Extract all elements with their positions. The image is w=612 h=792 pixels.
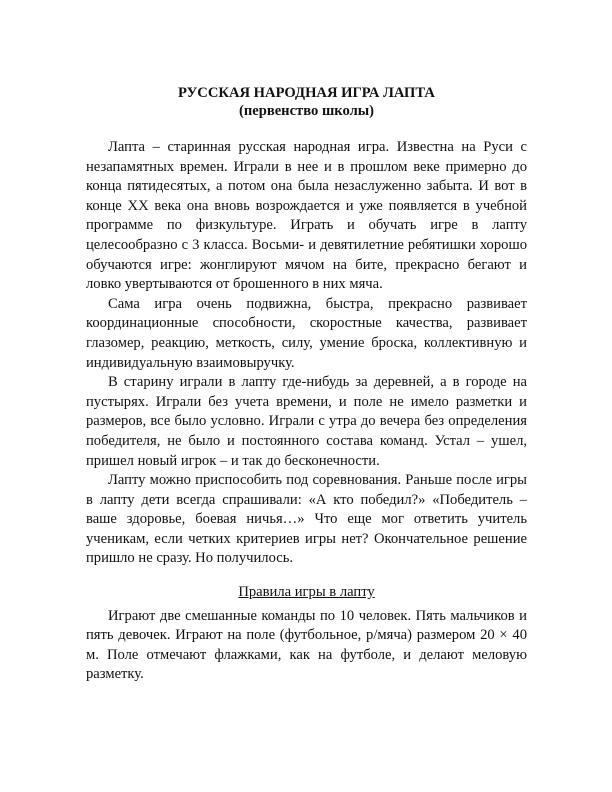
document-subtitle: (первенство школы)	[238, 103, 375, 119]
paragraph-qualities: Сама игра очень подвижна, быстра, прекрасно развивает координационные способности, скоростные качества, развивает глазомер, реакцию, меткость, силу, умение броска, коллективную и индивидуальную взаимовыручку.	[86, 295, 527, 371]
document-title: РУССКАЯ НАРОДНАЯ ИГРА ЛАПТА	[178, 85, 435, 101]
paragraph-history: В старину играли в лапту где-нибудь за деревней, а в городе на пустырях. Играли без учета времени, и поле не имело разметки и размеров, все было условно. Играли с утра до вечера без определения победителя, не было и постоянного состава команд. Устал – ушел, пришел новый игрок – и так до бесконечности.	[86, 374, 527, 469]
paragraph-rules: Играют две смешанные команды по 10 человек. Пять мальчиков и пять девочек. Играют на поле (футбольное, р/мяча) размером 20 × 40 м. Поле отмечают флажками, как на футболе, и делают меловую разметку.	[86, 607, 527, 683]
document-page	[86, 84, 527, 685]
paragraph-intro: Лапта – старинная русская народная игра. Известна на Руси с незапамятных времен. Играли в нее и в прошлом веке примерно до конца пятидесятых, а потом она была незаслуженно забыта. И вот в конце XX века она вновь возрождается и уже появляется в учебной программе по физкультуре. Играть и обучать игре в лапту целесообразно с 3 класса. Восьми- и девятилетние ребятишки хорошо обучаются игре: жонглируют мячом на бите, прекрасно бегают и ловко увертываются от брошенного в них мяча.	[86, 139, 527, 293]
paragraph-competition: Лапту можно приспособить под соревнования. Раньше после игры в лапту дети всегда спрашивали: «А кто победил?» «Победитель – ваше здоровье, боевая ничья…» Что еще мог ответить учитель ученикам, если четких критериев игры нет? Окончательное решение пришло не сразу. Но получилось.	[86, 472, 527, 567]
section-heading-rules: Правила игры в лапту	[238, 584, 375, 601]
